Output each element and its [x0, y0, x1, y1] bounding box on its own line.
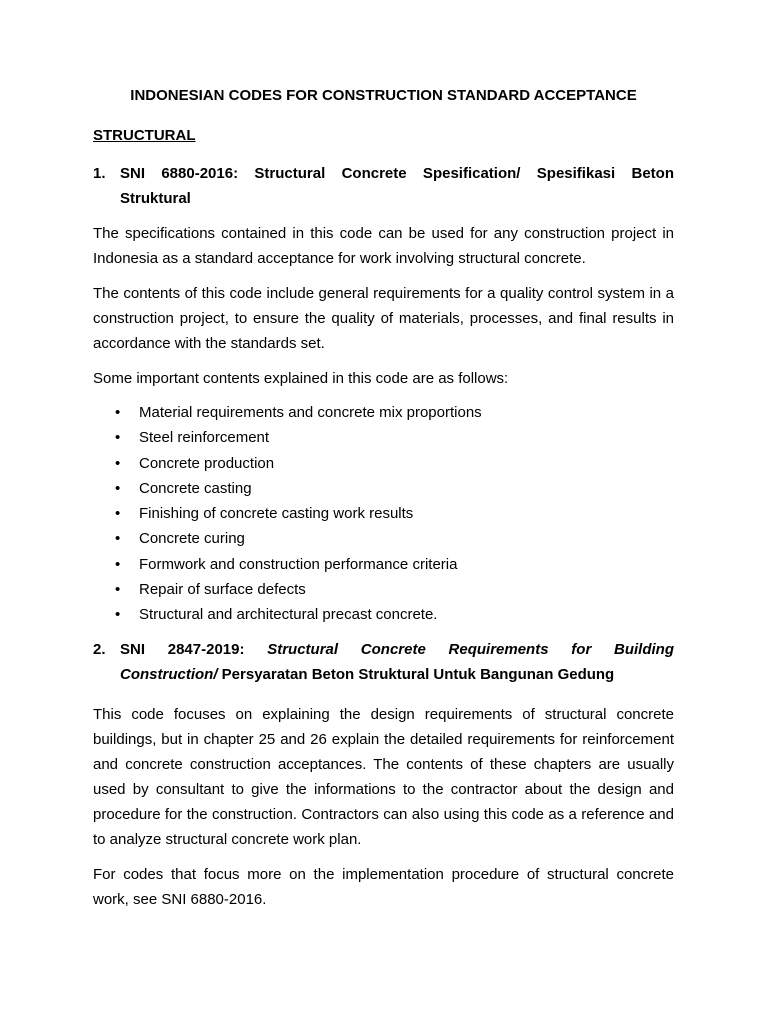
- item-2-title-rest: Persyaratan Beton Struktural Untuk Bangunan Gedung: [217, 665, 615, 683]
- item-2-heading-line1: [120, 637, 674, 662]
- item-1-paragraph-3: Some important contents explained in this code are as follows:: [93, 370, 509, 387]
- section-heading-structural: STRUCTURAL: [93, 127, 196, 144]
- document-title: INDONESIAN CODES FOR CONSTRUCTION STANDARD ACCEPTANCE: [130, 87, 637, 104]
- list-item: • Material requirements and concrete mix proportions: [93, 400, 674, 425]
- item-2-title-italic-2: Construction/: [120, 665, 218, 683]
- bullet-icon: •: [115, 505, 121, 523]
- bullet-icon: •: [115, 581, 121, 599]
- item-2-code: SNI 2847-2019:: [120, 640, 268, 658]
- list-item: • Structural and architectural precast concrete.: [93, 602, 674, 627]
- list-item: • Steel reinforcement: [93, 425, 674, 450]
- list-item: • Repair of surface defects: [93, 577, 674, 602]
- item-2-paragraph-1: This code focuses on explaining the design requirements of structural concrete buildings, but in chapter 25 and 26 explain the detailed requirements for reinforcement and concrete construction acceptances. The contents of these chapters are usually used by consultant to give the informations to the contractor about the design and procedure for the construction. Contractors can also using this code as a reference and to analyze structural concrete work plan.: [93, 705, 674, 848]
- document-page: [93, 86, 674, 912]
- list-item: • Concrete production: [93, 451, 674, 476]
- list-item: • Formwork and construction performance criteria: [93, 552, 674, 577]
- list-item: • Concrete casting: [93, 476, 674, 501]
- bullet-icon: •: [115, 479, 121, 497]
- item-1-number: 1.: [93, 165, 106, 182]
- item-2-paragraph-2: For codes that focus more on the implementation procedure of structural concrete work, see SNI 6880-2016.: [93, 865, 674, 908]
- bullet-icon: •: [115, 530, 121, 548]
- item-1-bullet-list: [93, 400, 674, 628]
- item-2-heading-line2: [120, 666, 614, 683]
- item-2-heading: [93, 637, 674, 687]
- bullet-icon: •: [115, 606, 121, 624]
- bullet-icon: •: [115, 429, 121, 447]
- item-1-heading: [93, 161, 674, 211]
- item-2-title-italic-1: Structural Concrete Requirements for Building: [267, 640, 674, 658]
- item-1-heading-line2: Struktural: [120, 190, 191, 207]
- list-item: • Concrete curing: [93, 526, 674, 551]
- bullet-icon: •: [115, 555, 121, 573]
- item-1-paragraph-2: The contents of this code include general requirements for a quality control system in a construction project, to ensure the quality of materials, processes, and final results in accordance with the standards set.: [93, 285, 674, 352]
- item-1-heading-line1: SNI 6880-2016: Structural Concrete Spesification/ Spesifikasi Beton: [120, 165, 674, 182]
- item-2-number: 2.: [93, 640, 106, 658]
- bullet-icon: •: [115, 454, 121, 472]
- list-item: • Finishing of concrete casting work results: [93, 501, 674, 526]
- item-1-paragraph-1: The specifications contained in this code can be used for any construction project in Indonesia as a standard acceptance for work involving structural concrete.: [93, 225, 674, 267]
- bullet-icon: •: [115, 404, 121, 421]
